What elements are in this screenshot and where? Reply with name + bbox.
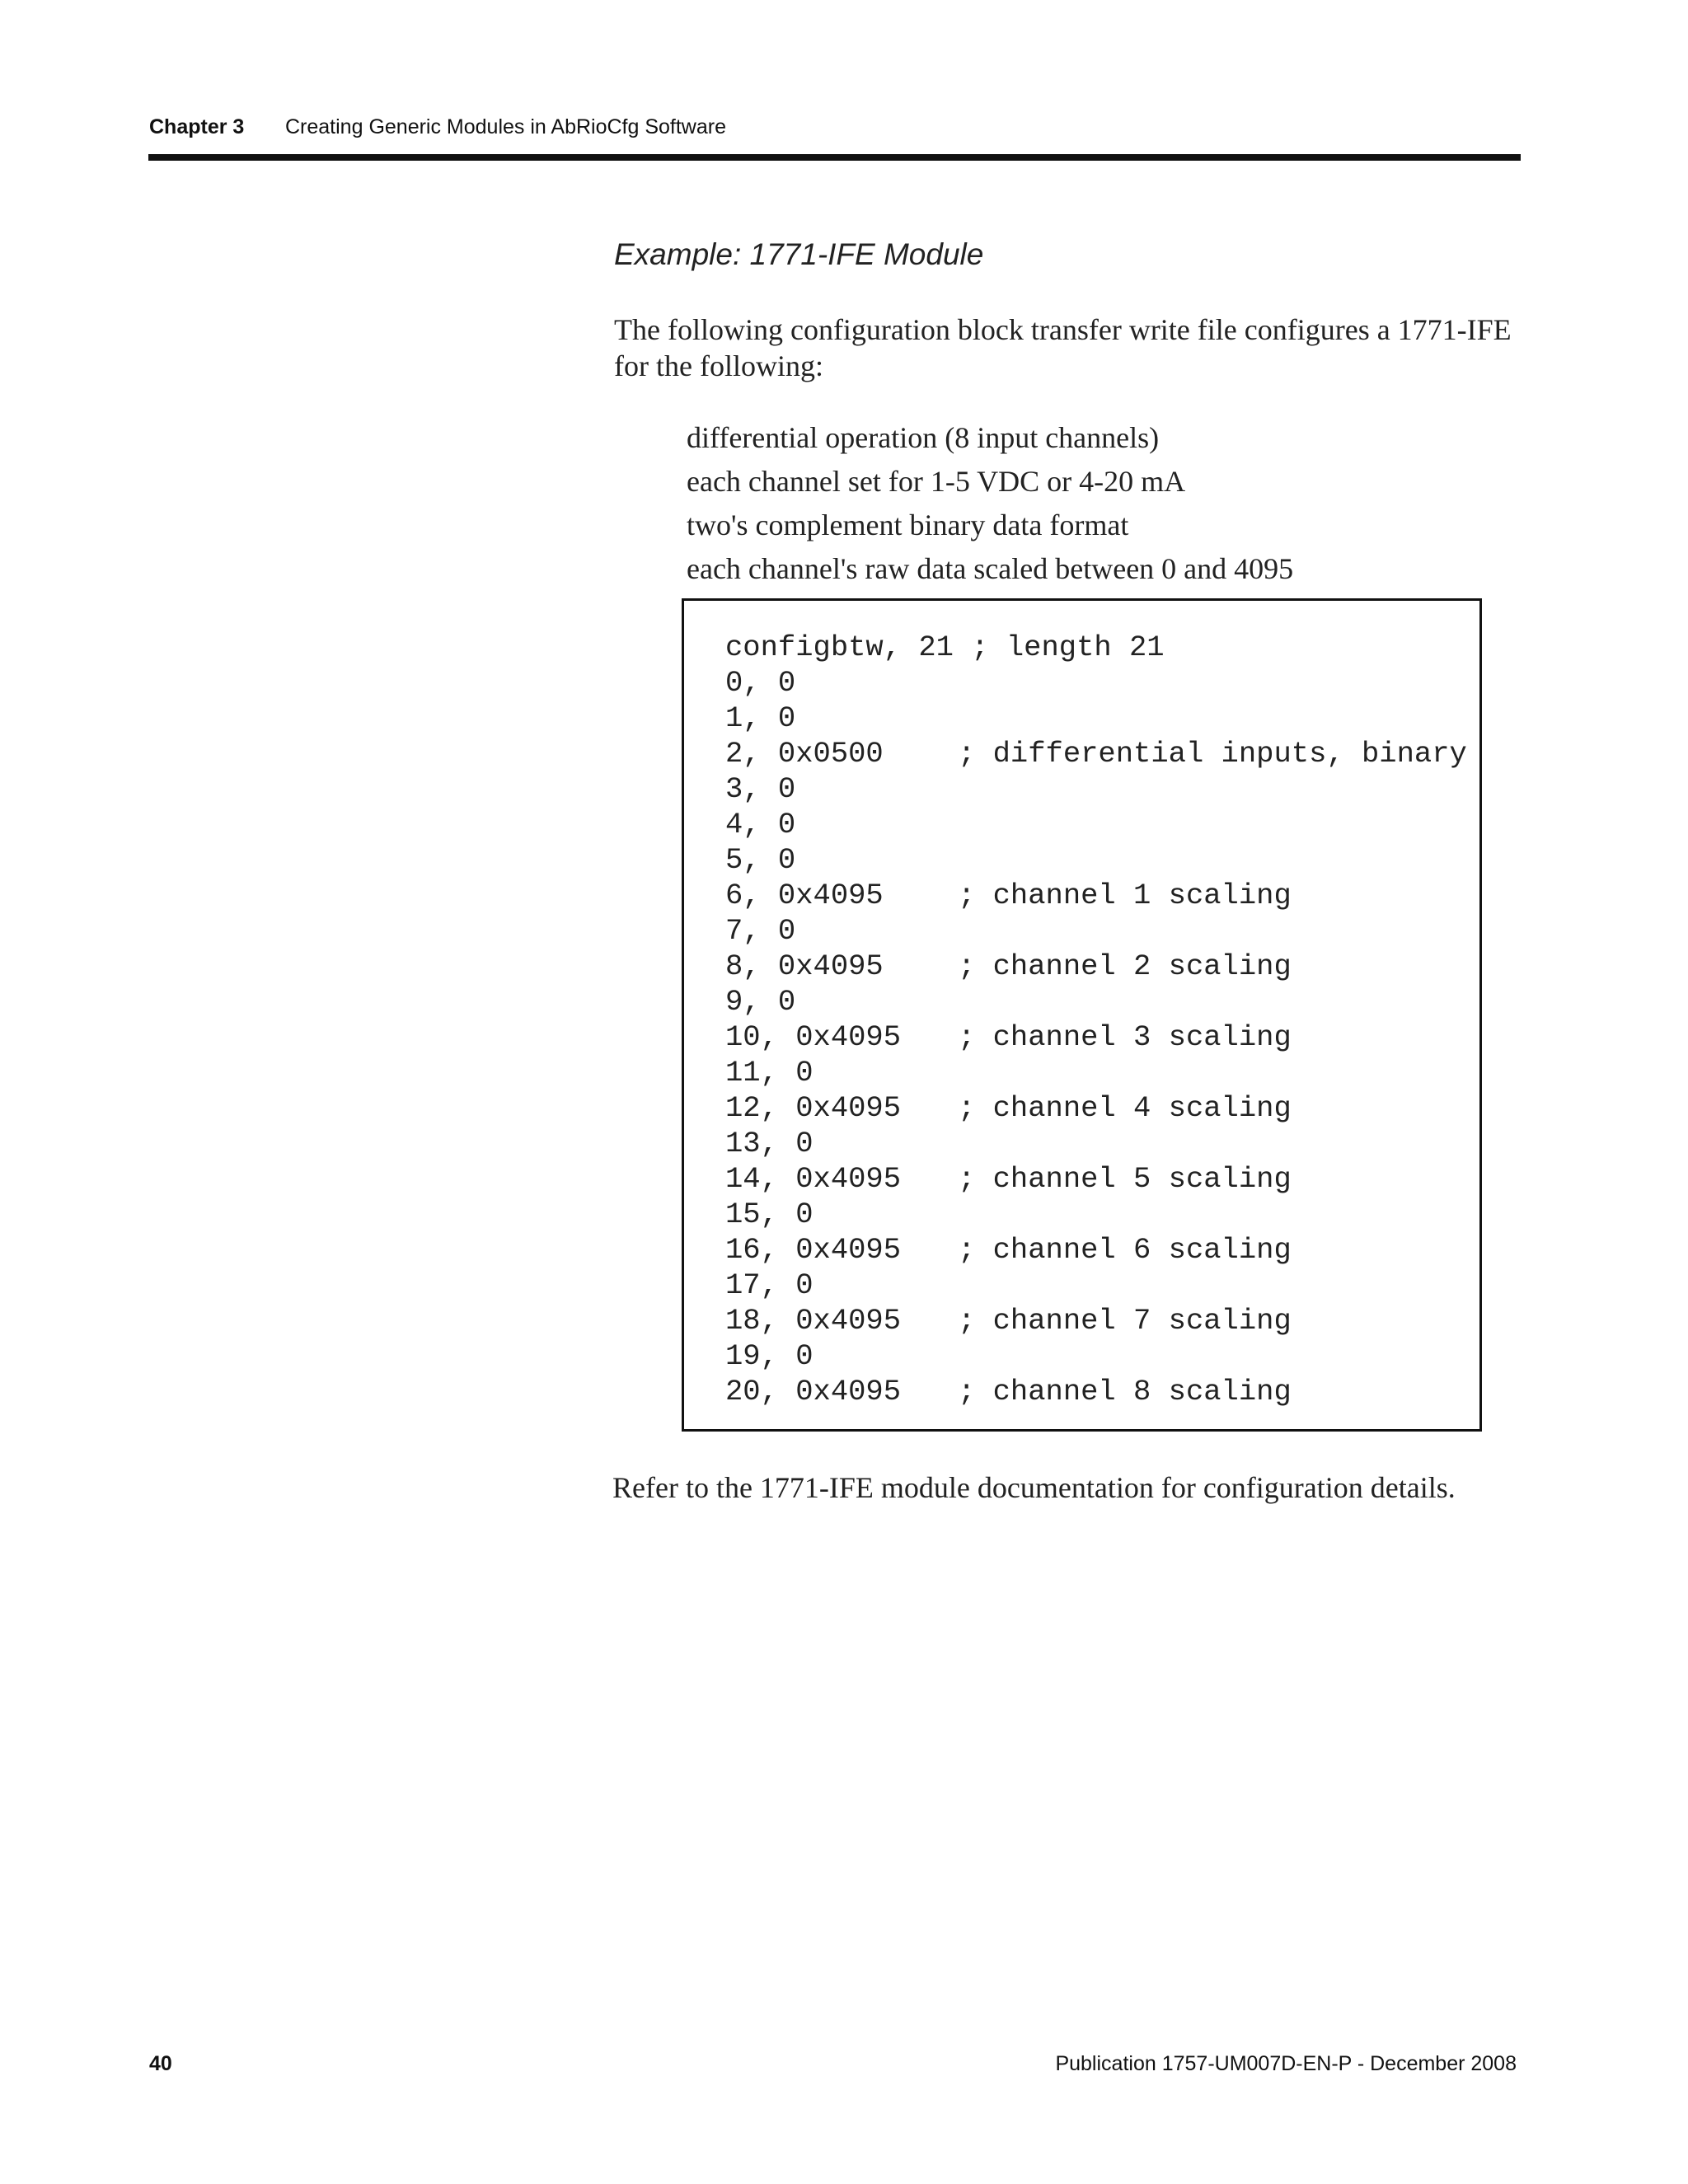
code-value: 10, 0x4095 [725,1020,902,1054]
page-number: 40 [149,2052,172,2075]
feature-list [687,416,1293,591]
code-value: 19, 0 [725,1339,814,1373]
code-comment: ; channel 3 scaling [958,1020,1292,1054]
code-comment: ; channel 5 scaling [958,1162,1292,1196]
code-value: 9, 0 [725,985,796,1019]
code-line [725,1303,1467,1338]
code-value: 4, 0 [725,808,796,841]
code-comment: ; channel 1 scaling [958,879,1292,912]
code-comment: ; channel 7 scaling [958,1304,1292,1338]
list-item: two's complement binary data format [687,509,1129,541]
code-line [725,1197,1467,1232]
code-comment: ; channel 6 scaling [958,1233,1292,1267]
list-item: each channel set for 1-5 VDC or 4-20 mA [687,465,1186,498]
code-value: 12, 0x4095 [725,1091,902,1125]
code-value: configbtw, 21 ; length 21 [725,630,1165,664]
code-line [725,1268,1467,1303]
code-listing [725,630,1467,1409]
code-value: 11, 0 [725,1056,814,1090]
code-value: 13, 0 [725,1127,814,1160]
code-line [725,1090,1467,1126]
code-listing-box [682,598,1482,1432]
code-value: 6, 0x4095 [725,879,884,912]
code-comment: ; channel 8 scaling [958,1375,1292,1408]
code-value: 5, 0 [725,843,796,877]
code-line [725,701,1467,736]
code-line [725,771,1467,807]
code-line [725,949,1467,984]
code-value: 8, 0x4095 [725,949,884,983]
list-item: differential operation (8 input channels) [687,421,1160,454]
code-line [725,1161,1467,1197]
code-value: 15, 0 [725,1197,814,1231]
code-value: 7, 0 [725,914,796,948]
code-value: 20, 0x4095 [725,1375,902,1408]
code-line [725,1126,1467,1161]
code-value: 2, 0x0500 [725,737,884,771]
chapter-label: Chapter 3 [149,115,245,138]
code-line [725,1232,1467,1268]
code-line [725,1338,1467,1374]
list-item: each channel's raw data scaled between 0 and 4095 [687,552,1294,585]
code-comment: ; channel 4 scaling [958,1091,1292,1125]
code-value: 18, 0x4095 [725,1304,902,1338]
code-value: 1, 0 [725,701,796,735]
code-line [725,630,1467,665]
header-rule [148,154,1521,161]
code-line [725,1374,1467,1409]
closing-paragraph: Refer to the 1771-IFE module documentation for configuration details. [612,1471,1456,1504]
example-heading: Example: 1771-IFE Module [614,237,984,271]
code-value: 16, 0x4095 [725,1233,902,1267]
code-line [725,842,1467,878]
code-line [725,736,1467,771]
chapter-title: Creating Generic Modules in AbRioCfg Software [285,115,726,138]
code-line [725,1055,1467,1090]
code-line [725,878,1467,913]
code-line [725,665,1467,701]
code-value: 0, 0 [725,666,796,700]
publication-info: Publication 1757-UM007D-EN-P - December 2008 [1055,2052,1517,2075]
code-value: 17, 0 [725,1268,814,1302]
code-value: 3, 0 [725,772,796,806]
intro-paragraph: The following configuration block transfer write file configures a 1771-IFE for the following: [614,313,1512,382]
code-line [725,807,1467,842]
code-line [725,913,1467,949]
code-line [725,1019,1467,1055]
code-value: 14, 0x4095 [725,1162,902,1196]
page-header [149,115,726,139]
code-comment: ; differential inputs, binary [958,737,1467,771]
code-comment: ; channel 2 scaling [958,949,1292,983]
code-line [725,984,1467,1019]
